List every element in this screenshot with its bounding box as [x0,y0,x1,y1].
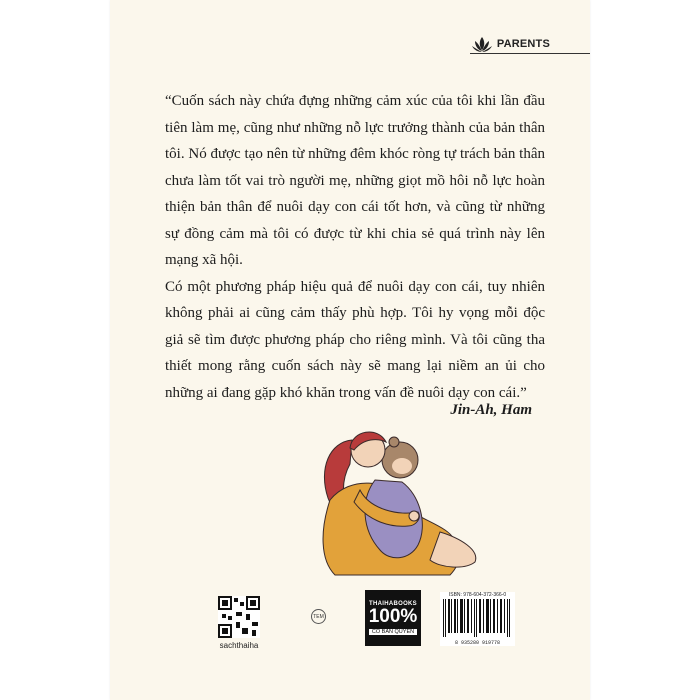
quote-paragraph: “Cuốn sách này chứa đựng những cảm xúc của tôi khi lần đầu tiên làm mẹ, cũng như những nỗ lực trưởng thành của bản thân tôi. Nó được tạo nên từ những đêm khóc ròng tự trách bản thân chưa làm tốt vai trò người mẹ, những giọt mồ hôi nỗ lực hoàn thiện bản thân để nuôi dạy con cái tốt hơn, và cũng từ những sự đồng cảm mà tôi có được từ khi chia sẻ quá trình này lên mạng xã hội. [165,93,545,268]
qr-code-icon [218,596,260,638]
book-back-cover [110,0,590,700]
barcode [440,592,515,646]
badge-percent: 100% [368,606,418,627]
barcode-number: 8 935280 919778 [454,640,500,646]
barcode-icon [443,599,512,637]
quote-paragraph: Có một phương pháp hiệu quả để nuôi dạy con cái, tuy nhiên không phải ai cũng cảm thấy phù hợp. Tôi hy vọng mỗi độc giả sẽ tìm được phương pháp cho riêng mình. Và tôi cũng tha thiết mong rằng cuốn sách này sẽ mang lại niềm an ủi cho những ai đang gặp khó khăn trong vấn đề nuôi dạy con cái.” [165,278,545,401]
badge-caption: CÓ BẢN QUYỀN [369,629,417,635]
quote-block [165,88,545,406]
brand-name: PARENTS [496,38,550,50]
badge-publisher: THAIHABOOKS [369,601,417,607]
qr-label: sachthaiha [219,641,259,650]
quote-author: Jin-Ah, Ham [450,402,532,418]
mother-hugging-child-illustration [290,420,490,580]
copyright-badge [365,590,421,646]
stamp-seal: TEM [311,609,326,624]
brand-divider [470,53,590,54]
lotus-logo-icon [471,35,493,53]
isbn-text: ISBN: 978-604-372-366-0 [448,592,507,598]
brand-header [471,35,550,53]
